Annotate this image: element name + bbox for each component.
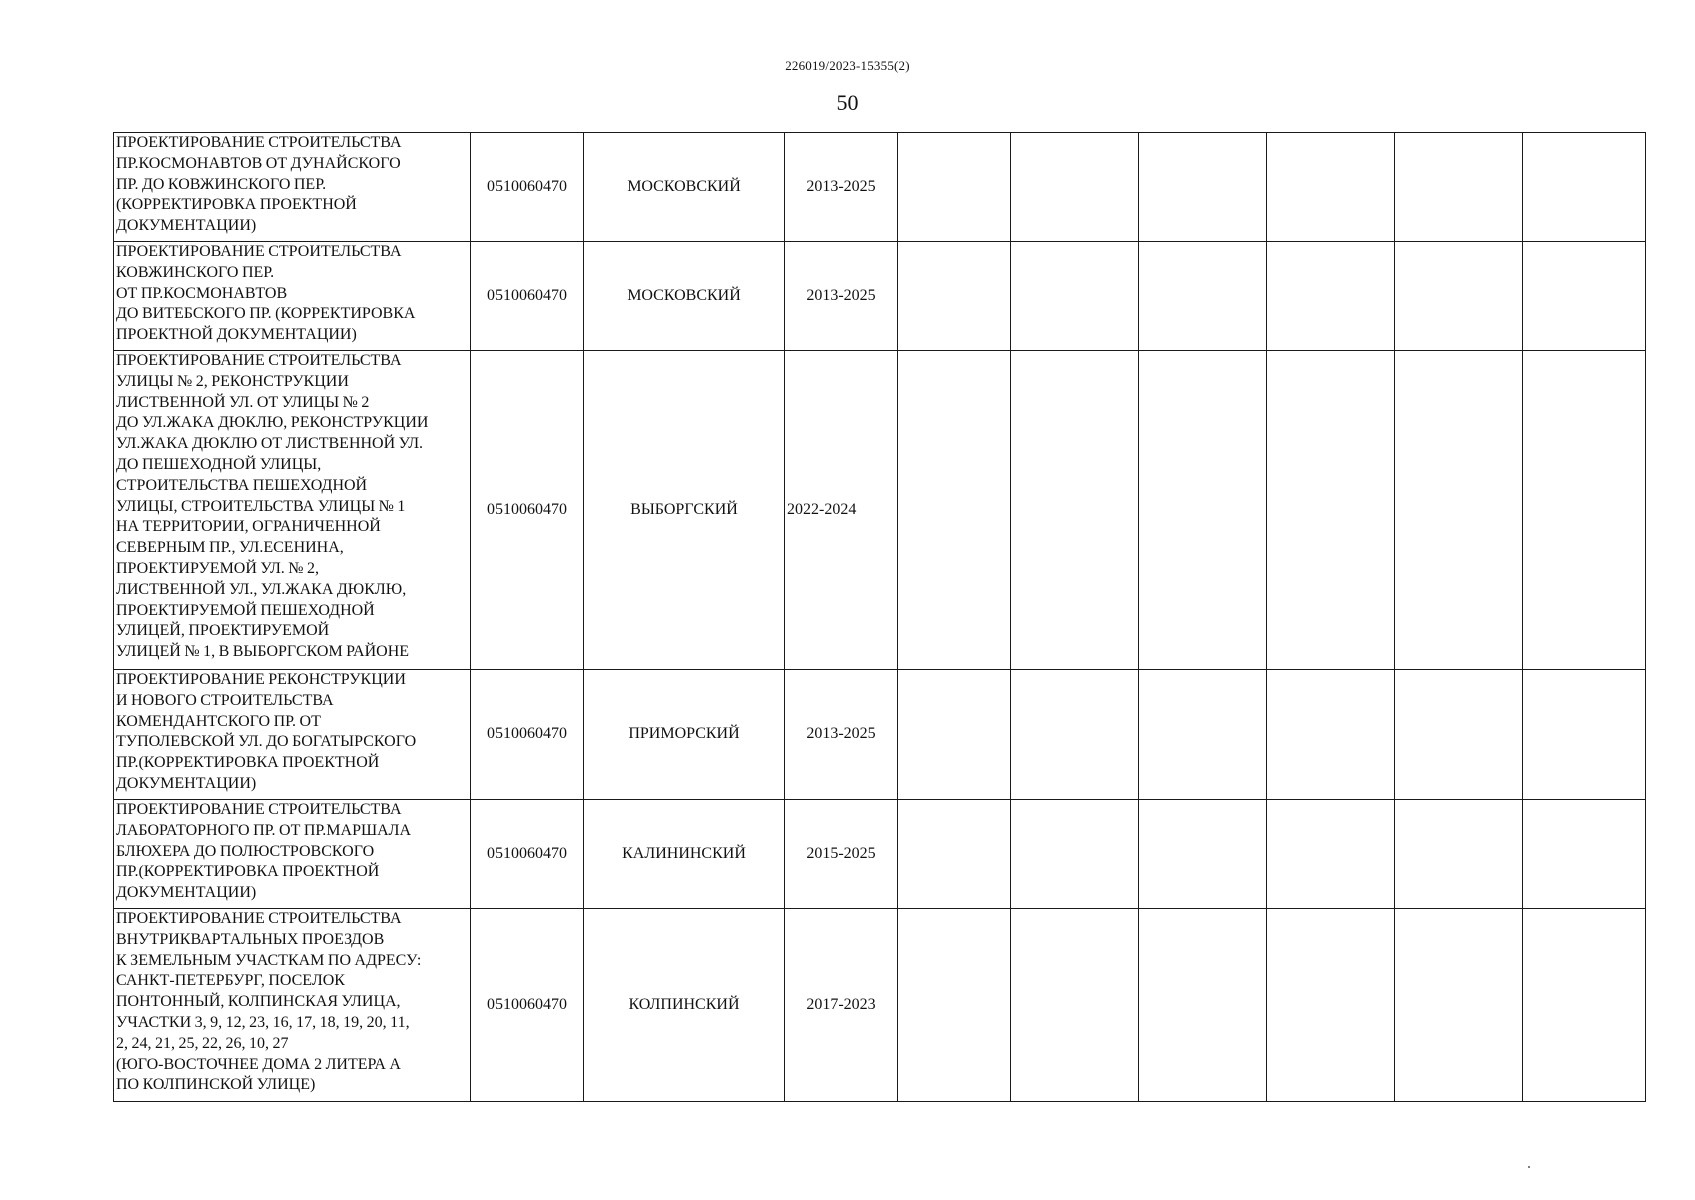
empty-cell (1011, 670, 1139, 800)
empty-cell (1139, 351, 1267, 670)
budget-code-cell: 0510060470 (471, 242, 584, 351)
empty-cell (1011, 909, 1139, 1102)
empty-cell (1139, 909, 1267, 1102)
empty-cell (1395, 351, 1523, 670)
document-number: 226019/2023-15355(2) (785, 58, 910, 73)
empty-cell (1011, 351, 1139, 670)
empty-cell (1011, 242, 1139, 351)
period-cell: 2013-2025 (785, 242, 898, 351)
budget-code-cell: 0510060470 (471, 133, 584, 242)
budget-code-cell: 0510060470 (471, 800, 584, 909)
empty-cell (1523, 351, 1646, 670)
table-row (114, 351, 1646, 670)
empty-cell (898, 133, 1011, 242)
project-name-cell: ПРОЕКТИРОВАНИЕ СТРОИТЕЛЬСТВА УЛИЦЫ № 2, РЕКОНСТРУКЦИИ ЛИСТВЕННОЙ УЛ. ОТ УЛИЦЫ № 2 ДО УЛ.ЖАКА ДЮКЛЮ, РЕКОНСТРУКЦИИ УЛ.ЖАКА ДЮКЛЮ ОТ ЛИСТВЕННОЙ УЛ. ДО ПЕШЕХОДНОЙ УЛИЦЫ, СТРОИТЕЛЬСТВА ПЕШЕХОДНОЙ УЛИЦЫ, СТРОИТЕЛЬСТВА УЛИЦЫ № 1 НА ТЕРРИТОРИИ, ОГРАНИЧЕННОЙ СЕВЕРНЫМ ПР., УЛ.ЕСЕНИНА, ПРОЕКТИРУЕМОЙ УЛ. № 2, ЛИСТВЕННОЙ УЛ., УЛ.ЖАКА ДЮКЛЮ, ПРОЕКТИРУЕМОЙ ПЕШЕХОДНОЙ УЛИЦЕЙ, ПРОЕКТИРУЕМОЙ УЛИЦЕЙ № 1, В ВЫБОРГСКОМ РАЙОНЕ (114, 351, 471, 670)
budget-code-cell: 0510060470 (471, 670, 584, 800)
period-cell: 2015-2025 (785, 800, 898, 909)
table-row (114, 800, 1646, 909)
empty-cell (1011, 800, 1139, 909)
empty-cell (1523, 670, 1646, 800)
table-row (114, 670, 1646, 800)
empty-cell (1395, 670, 1523, 800)
budget-code-cell: 0510060470 (471, 909, 584, 1102)
project-name-cell: ПРОЕКТИРОВАНИЕ СТРОИТЕЛЬСТВА ВНУТРИКВАРТАЛЬНЫХ ПРОЕЗДОВ К ЗЕМЕЛЬНЫМ УЧАСТКАМ ПО АДРЕСУ: САНКТ-ПЕТЕРБУРГ, ПОСЕЛОК ПОНТОННЫЙ, КОЛПИНСКАЯ УЛИЦА, УЧАСТКИ 3, 9, 12, 23, 16, 17, 18, 19, 20, 11, 2, 24, 21, 25, 22, 26, 10, 27 (ЮГО-ВОСТОЧНЕЕ ДОМА 2 ЛИТЕРА А ПО КОЛПИНСКОЙ УЛИЦЕ) (114, 909, 471, 1102)
empty-cell (1267, 800, 1395, 909)
empty-cell (1523, 242, 1646, 351)
period-cell: 2013-2025 (785, 670, 898, 800)
empty-cell (1267, 909, 1395, 1102)
empty-cell (1139, 800, 1267, 909)
empty-cell (1395, 133, 1523, 242)
empty-cell (898, 800, 1011, 909)
district-cell: КОЛПИНСКИЙ (584, 909, 785, 1102)
period-cell: 2013-2025 (785, 133, 898, 242)
district-cell: МОСКОВСКИЙ (584, 242, 785, 351)
project-name-cell: ПРОЕКТИРОВАНИЕ СТРОИТЕЛЬСТВА ЛАБОРАТОРНОГО ПР. ОТ ПР.МАРШАЛА БЛЮХЕРА ДО ПОЛЮСТРОВСКОГО ПР.(КОРРЕКТИРОВКА ПРОЕКТНОЙ ДОКУМЕНТАЦИИ) (114, 800, 471, 909)
empty-cell (1395, 242, 1523, 351)
project-name-cell: ПРОЕКТИРОВАНИЕ РЕКОНСТРУКЦИИ И НОВОГО СТРОИТЕЛЬСТВА КОМЕНДАНТСКОГО ПР. ОТ ТУПОЛЕВСКОЙ УЛ. ДО БОГАТЫРСКОГО ПР.(КОРРЕКТИРОВКА ПРОЕКТНОЙ ДОКУМЕНТАЦИИ) (114, 670, 471, 800)
district-cell: КАЛИНИНСКИЙ (584, 800, 785, 909)
empty-cell (1267, 133, 1395, 242)
register-table (113, 132, 1646, 1102)
budget-code-cell: 0510060470 (471, 351, 584, 670)
scan-speck (1528, 1166, 1530, 1168)
district-cell: МОСКОВСКИЙ (584, 133, 785, 242)
period-cell: 2022-2024 (785, 351, 898, 670)
table-row (114, 133, 1646, 242)
period-cell: 2017-2023 (785, 909, 898, 1102)
empty-cell (1139, 133, 1267, 242)
empty-cell (898, 670, 1011, 800)
empty-cell (1523, 133, 1646, 242)
empty-cell (1011, 133, 1139, 242)
page-number: 50 (836, 90, 859, 115)
empty-cell (1523, 800, 1646, 909)
table-row (114, 242, 1646, 351)
project-name-cell: ПРОЕКТИРОВАНИЕ СТРОИТЕЛЬСТВА ПР.КОСМОНАВТОВ ОТ ДУНАЙСКОГО ПР. ДО КОВЖИНСКОГО ПЕР. (КОРРЕКТИРОВКА ПРОЕКТНОЙ ДОКУМЕНТАЦИИ) (114, 133, 471, 242)
empty-cell (898, 909, 1011, 1102)
empty-cell (898, 351, 1011, 670)
empty-cell (1267, 242, 1395, 351)
empty-cell (1523, 909, 1646, 1102)
empty-cell (1395, 909, 1523, 1102)
table-row (114, 909, 1646, 1102)
district-cell: ПРИМОРСКИЙ (584, 670, 785, 800)
empty-cell (1267, 670, 1395, 800)
empty-cell (1267, 351, 1395, 670)
district-cell: ВЫБОРГСКИЙ (584, 351, 785, 670)
empty-cell (1395, 800, 1523, 909)
empty-cell (1139, 242, 1267, 351)
project-name-cell: ПРОЕКТИРОВАНИЕ СТРОИТЕЛЬСТВА КОВЖИНСКОГО ПЕР. ОТ ПР.КОСМОНАВТОВ ДО ВИТЕБСКОГО ПР. (КОРРЕКТИРОВКА ПРОЕКТНОЙ ДОКУМЕНТАЦИИ) (114, 242, 471, 351)
empty-cell (1139, 670, 1267, 800)
empty-cell (898, 242, 1011, 351)
